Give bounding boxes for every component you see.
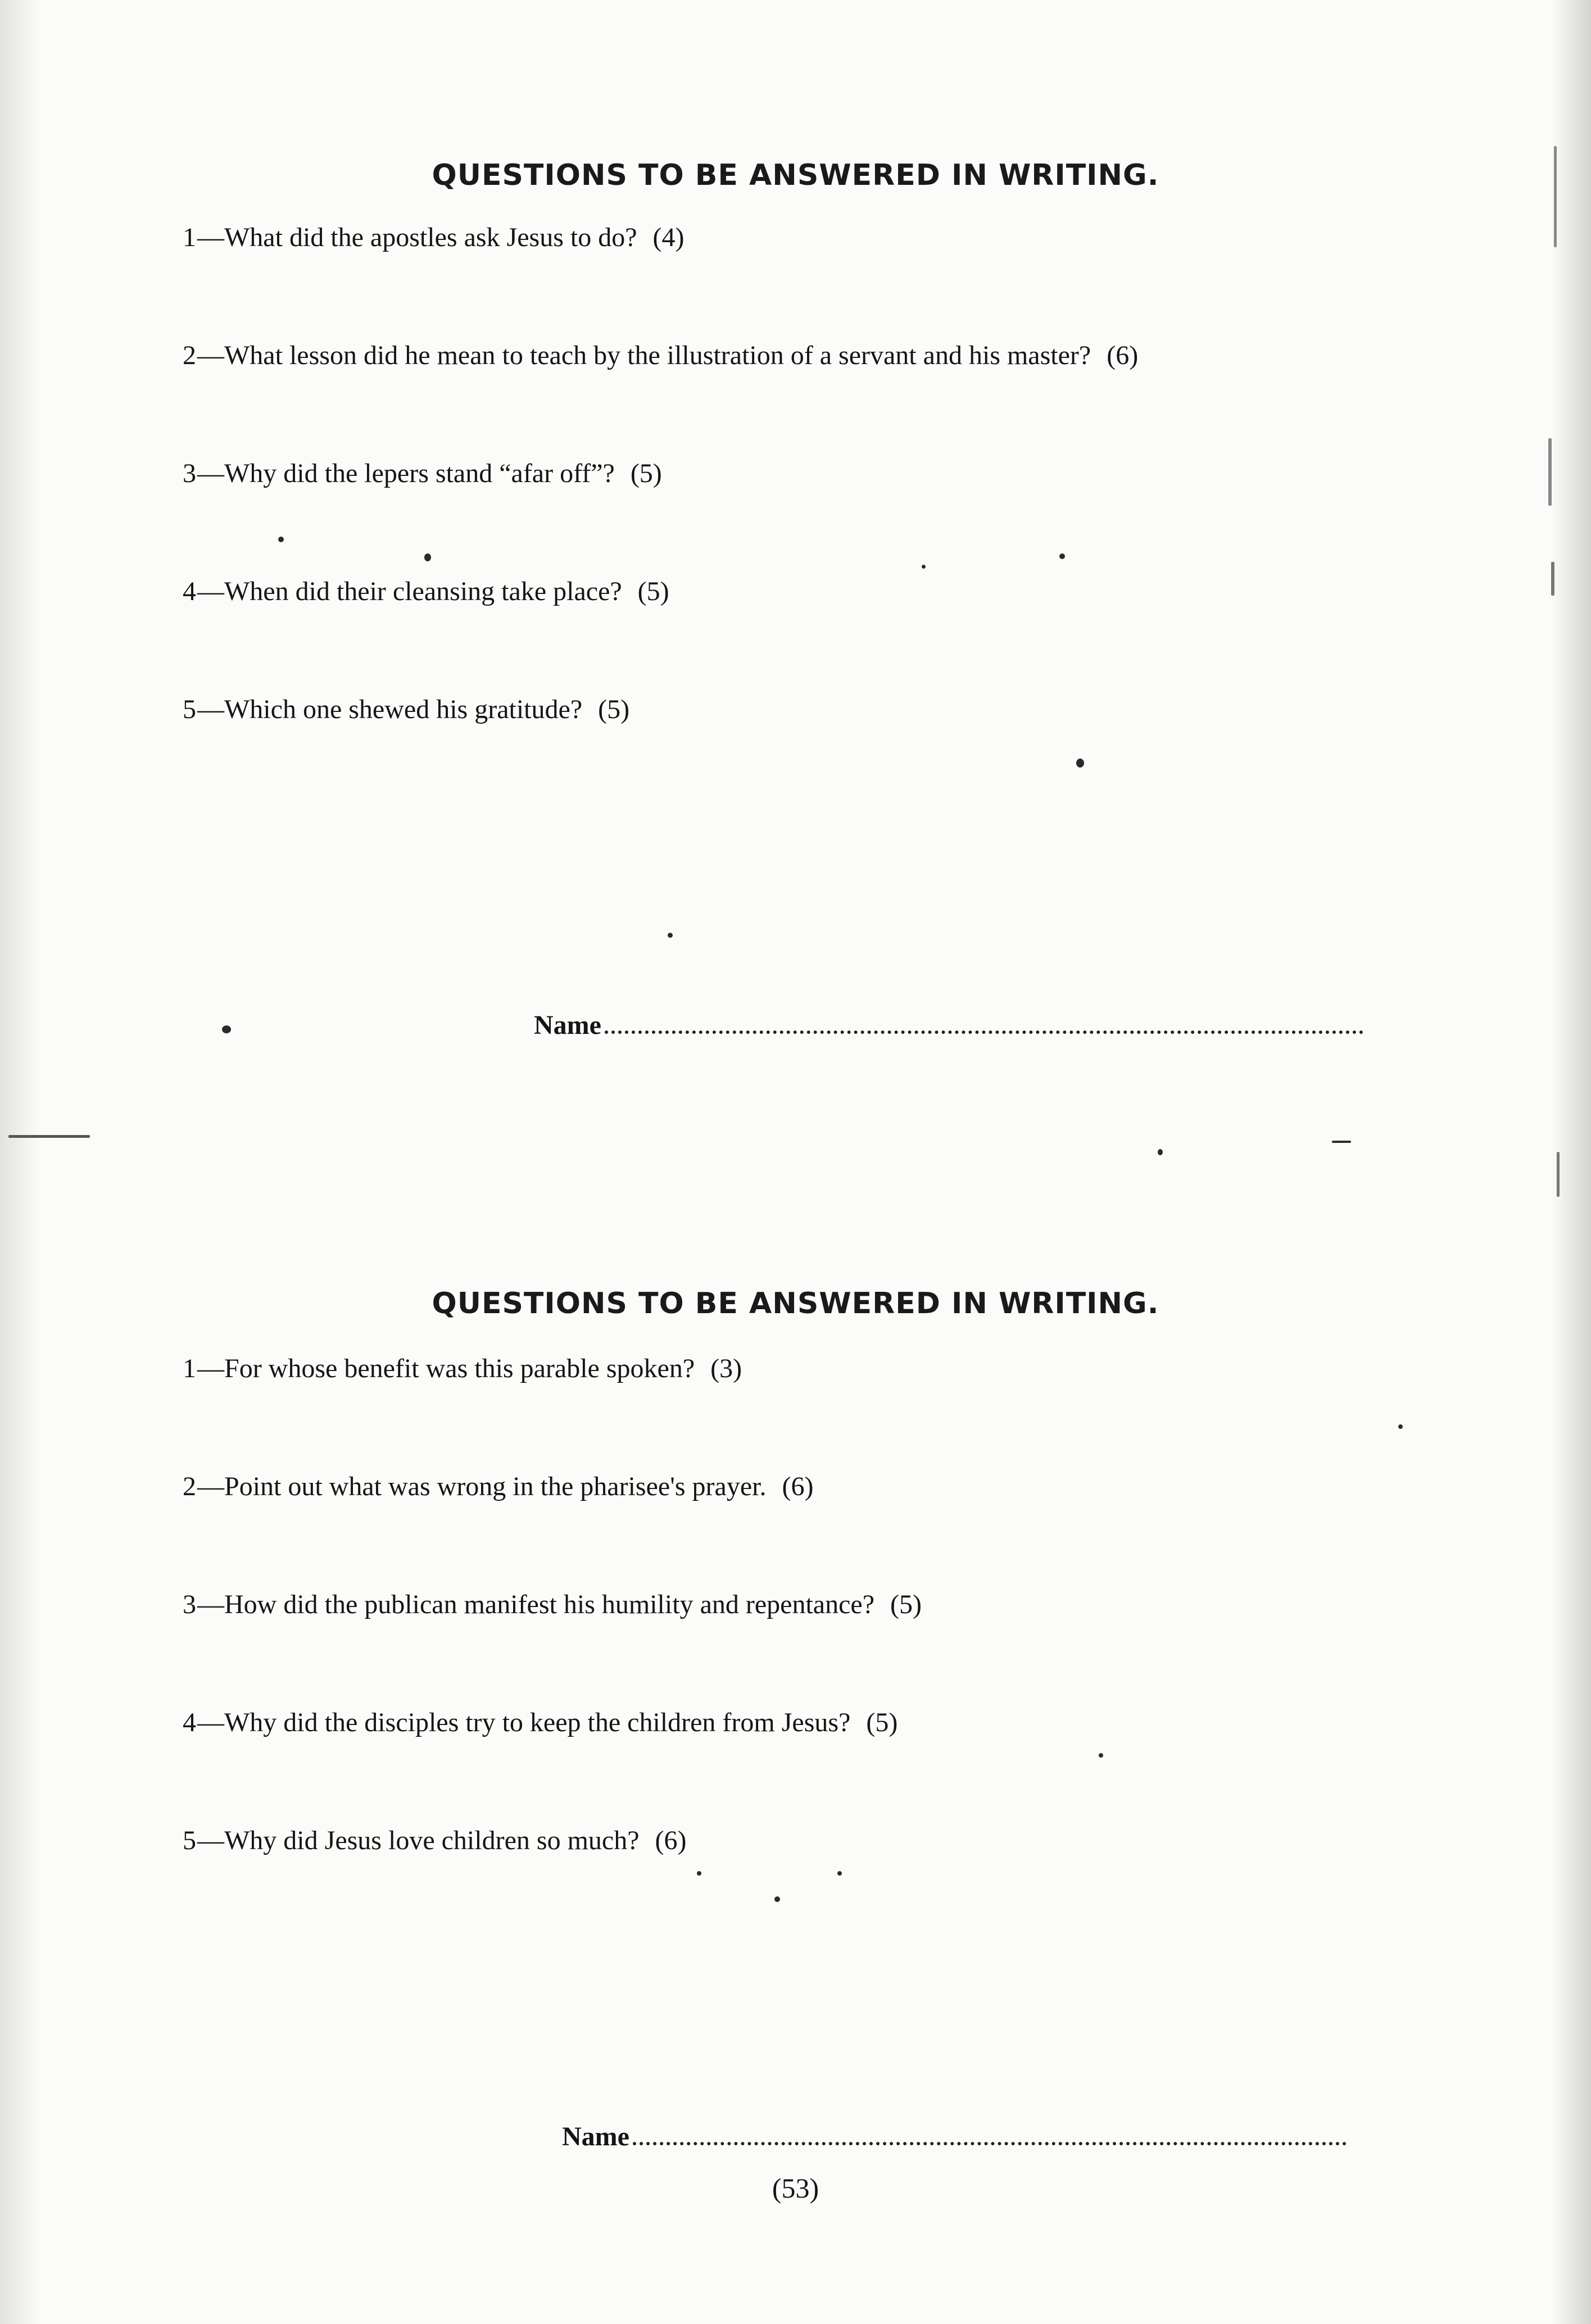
- scan-speck: [1548, 438, 1552, 506]
- question-number: 5: [183, 695, 196, 724]
- question-marks: (5): [630, 459, 662, 488]
- question-number: 1: [183, 223, 196, 252]
- scan-speck: [922, 565, 926, 569]
- section-1-question-2: 2—What lesson did he mean to teach by the illustration of a servant and his master? (6): [183, 341, 1139, 370]
- scan-speck: [1398, 1424, 1403, 1429]
- question-text: What lesson did he mean to teach by the illustration of a servant and his master?: [224, 341, 1091, 370]
- question-marks: (5): [890, 1590, 922, 1619]
- scan-speck: [837, 1871, 842, 1876]
- scan-speck: [1554, 146, 1557, 247]
- name-label: Name: [562, 2122, 629, 2151]
- scan-speck: [668, 933, 673, 938]
- left-scan-edge: [0, 0, 39, 2324]
- section-1-question-4: 4—When did their cleansing take place? (5): [183, 577, 669, 606]
- section-1-title: QUESTIONS TO BE ANSWERED IN WRITING.: [432, 158, 1159, 192]
- question-number: 2: [183, 1472, 196, 1501]
- section-2-question-3: 3—How did the publican manifest his humility and repentance? (5): [183, 1590, 922, 1619]
- question-number: 3: [183, 459, 196, 488]
- section-2-title: QUESTIONS TO BE ANSWERED IN WRITING.: [432, 1287, 1159, 1320]
- section-1-name-line: [534, 1010, 1363, 1041]
- section-2-question-5: 5—Why did Jesus love children so much? (6): [183, 1826, 687, 1855]
- question-marks: (6): [655, 1826, 687, 1855]
- question-marks: (4): [652, 223, 685, 252]
- question-number: 4: [183, 1708, 196, 1737]
- page-number: (53): [772, 2172, 819, 2204]
- section-2-question-4: 4—Why did the disciples try to keep the children from Jesus? (5): [183, 1708, 898, 1737]
- question-text: Why did the disciples try to keep the children from Jesus?: [224, 1708, 851, 1737]
- scan-speck: [1158, 1149, 1163, 1155]
- question-number: 5: [183, 1826, 196, 1855]
- scan-speck: [1059, 553, 1065, 559]
- question-marks: (6): [1107, 341, 1139, 370]
- scan-speck: [424, 553, 431, 561]
- question-text: Why did the lepers stand “afar off”?: [224, 459, 615, 488]
- section-1-question-3: 3—Why did the lepers stand “afar off”? (5): [183, 459, 662, 488]
- question-marks: (5): [866, 1708, 898, 1737]
- scan-speck: [8, 1135, 90, 1138]
- question-marks: (6): [782, 1472, 814, 1501]
- question-text: How did the publican manifest his humility and repentance?: [224, 1590, 875, 1619]
- question-text: What did the apostles ask Jesus to do?: [224, 223, 637, 252]
- question-number: 3: [183, 1590, 196, 1619]
- scan-speck: [1557, 1152, 1560, 1197]
- scan-speck: [1076, 759, 1084, 768]
- scan-speck: [222, 1025, 231, 1033]
- question-marks: (3): [710, 1354, 742, 1383]
- section-1-question-5: 5—Which one shewed his gratitude? (5): [183, 695, 630, 724]
- question-text: Point out what was wrong in the pharisee's prayer.: [224, 1472, 767, 1501]
- scan-speck: [774, 1896, 780, 1902]
- question-marks: (5): [637, 577, 669, 606]
- section-2-question-1: 1—For whose benefit was this parable spoken? (3): [183, 1354, 742, 1383]
- name-fill-line[interactable]: [605, 1014, 1363, 1034]
- question-number: 1: [183, 1354, 196, 1383]
- name-fill-line[interactable]: [633, 2125, 1347, 2145]
- question-text: Which one shewed his gratitude?: [224, 695, 583, 724]
- question-number: 4: [183, 577, 196, 606]
- section-2-name-line: [562, 2121, 1347, 2152]
- name-label: Name: [534, 1010, 601, 1040]
- section-2-question-2: 2—Point out what was wrong in the pharisee's prayer. (6): [183, 1472, 814, 1501]
- question-text: When did their cleansing take place?: [224, 577, 622, 606]
- section-1-question-1: 1—What did the apostles ask Jesus to do? (4): [183, 223, 685, 252]
- scan-speck: [697, 1871, 701, 1876]
- scan-speck: [1551, 562, 1554, 596]
- scan-speck: [1332, 1141, 1351, 1143]
- question-marks: (5): [598, 695, 630, 724]
- question-number: 2: [183, 341, 196, 370]
- scan-speck: [278, 537, 284, 542]
- scan-speck: [1099, 1753, 1103, 1758]
- question-text: For whose benefit was this parable spoken?: [224, 1354, 695, 1383]
- question-text: Why did Jesus love children so much?: [224, 1826, 640, 1855]
